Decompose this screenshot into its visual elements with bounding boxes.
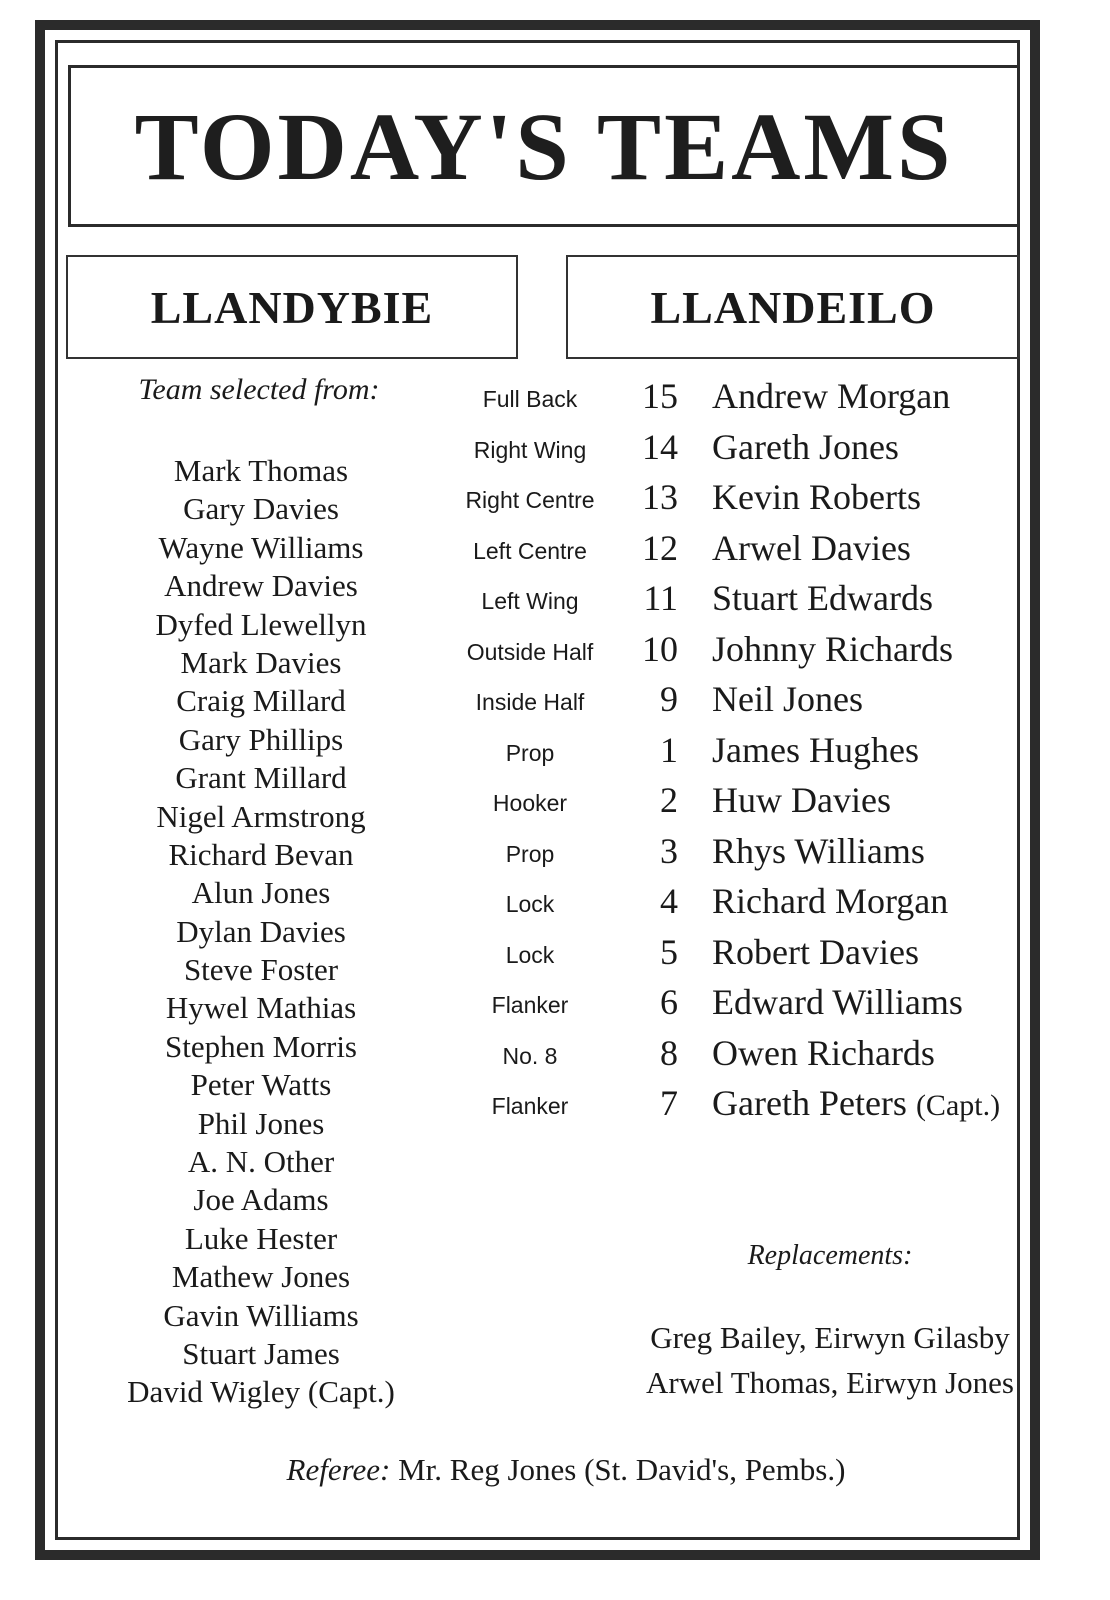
lineup-row: [440, 677, 1060, 728]
player-name: [712, 475, 921, 519]
squad-player: Gavin Williams: [163, 1297, 359, 1333]
replacements-label: Replacements:: [747, 1240, 913, 1271]
lineup-row: [440, 526, 1060, 577]
lineup-row: [440, 1081, 1060, 1132]
player-name-text: James Hughes: [712, 729, 919, 770]
position-label: Hooker: [492, 790, 568, 816]
shirt-number: 12: [642, 527, 678, 568]
player-name: [712, 576, 933, 620]
player-name-text: Neil Jones: [712, 679, 863, 719]
lineup-row: [440, 576, 1060, 627]
squad-player: Mark Davies: [180, 644, 342, 680]
player-name: [712, 778, 891, 822]
player-name: [712, 930, 919, 974]
squad-player: Craig Millard: [176, 683, 346, 719]
squad-player: Luke Hester: [184, 1220, 338, 1256]
player-name: [712, 728, 919, 772]
squad-player: Mathew Jones: [171, 1259, 351, 1295]
position-label: No. 8: [502, 1042, 558, 1069]
player-name: [712, 677, 863, 721]
player-name-text: Andrew Morgan: [712, 376, 951, 416]
squad-player: Peter Watts: [190, 1067, 332, 1103]
shirt-number: 6: [660, 982, 678, 1022]
squad-player: Dyfed Llewellyn: [155, 606, 367, 642]
shirt-number: 5: [660, 931, 678, 972]
position-label: Inside Half: [475, 689, 585, 715]
player-name-text: Huw Davies: [712, 780, 891, 820]
position-label: Prop: [505, 840, 555, 867]
shirt-number: 15: [642, 376, 678, 416]
lineup-row: [440, 425, 1060, 476]
position-label: Left Wing: [481, 588, 579, 614]
squad-player: Gary Davies: [183, 491, 339, 527]
squad-player: Wayne Williams: [158, 529, 364, 565]
squad-player: Mark Thomas: [173, 453, 349, 488]
player-name: [712, 374, 950, 418]
away-lineup: [440, 374, 1060, 1132]
lineup-row: [440, 1031, 1060, 1082]
lineup-row: [440, 980, 1060, 1031]
shirt-number: 9: [660, 679, 678, 719]
away-team-header: [566, 255, 1020, 359]
replacements-line: Arwel Thomas, Eirwyn Jones: [646, 1365, 1014, 1400]
shirt-number: 3: [660, 830, 678, 871]
shirt-number: 4: [660, 881, 678, 921]
squad-player: Alun Jones: [191, 875, 331, 911]
squad-player: Grant Millard: [175, 760, 347, 796]
replacements-line: Greg Bailey, Eirwyn Gilasby: [650, 1320, 1010, 1355]
referee-label: Referee:: [286, 1452, 391, 1487]
shirt-number: 11: [643, 578, 678, 618]
player-name: [712, 1031, 935, 1075]
player-name: [712, 627, 953, 671]
player-name-text: Johnny Richards: [712, 628, 953, 669]
squad-player: Nigel Armstrong: [156, 798, 366, 834]
player-name: [712, 526, 911, 570]
player-name: [712, 425, 899, 469]
squad-player: Dylan Davies: [176, 913, 346, 949]
player-name-text: Richard Morgan: [712, 881, 949, 921]
position-label: Full Back: [482, 386, 578, 412]
captain-note: (Capt.): [915, 1089, 1001, 1122]
shirt-number: 14: [642, 426, 678, 467]
team-selected-label: Team selected from:: [138, 373, 380, 406]
lineup-row: [440, 374, 1060, 425]
home-team-name: LLANDYBIE: [150, 281, 434, 333]
referee-line: [66, 1452, 1066, 1488]
player-name: [712, 980, 963, 1024]
position-label: Outside Half: [466, 638, 594, 665]
player-name-text: Robert Davies: [712, 931, 919, 972]
away-team-name: LLANDEILO: [650, 281, 936, 333]
lineup-row: [440, 778, 1060, 829]
player-name: [712, 879, 948, 923]
lineup-row: [440, 627, 1060, 678]
squad-player: Andrew Davies: [164, 568, 358, 604]
squad-player: Gary Phillips: [178, 721, 344, 757]
player-name-text: Arwel Davies: [712, 527, 911, 568]
lineup-row: [440, 879, 1060, 930]
player-name: [712, 1081, 1000, 1128]
shirt-number: 2: [660, 780, 678, 820]
player-name-text: Gareth Jones: [712, 426, 899, 467]
shirt-number: 1: [660, 729, 678, 770]
squad-player: Hywel Mathias: [165, 990, 357, 1026]
lineup-row: [440, 475, 1060, 526]
squad-player: Richard Bevan: [168, 836, 354, 872]
squad-player: Phil Jones: [197, 1105, 325, 1141]
squad-player: Steve Foster: [183, 952, 339, 988]
home-squad-list: [66, 452, 456, 1412]
squad-player: Stuart James: [182, 1335, 340, 1371]
squad-player: David Wigley (Capt.): [127, 1374, 395, 1410]
position-label: Flanker: [491, 992, 569, 1018]
shirt-number: 13: [642, 477, 678, 517]
position-label: Left Centre: [473, 537, 587, 564]
squad-player: Stephen Morris: [164, 1028, 357, 1064]
page-title: TODAY'S TEAMS: [134, 92, 954, 200]
position-label: Lock: [505, 891, 555, 917]
shirt-number: 7: [660, 1083, 678, 1123]
shirt-number: 8: [660, 1032, 678, 1073]
shirt-number: 10: [642, 628, 678, 669]
position-label: Lock: [505, 941, 555, 968]
position-label: Prop: [505, 739, 555, 766]
title-box: [68, 65, 1020, 227]
lineup-row: [440, 728, 1060, 779]
position-label: Right Centre: [465, 487, 595, 513]
lineup-row: [440, 829, 1060, 880]
player-name-text: Edward Williams: [712, 982, 963, 1022]
position-label: Flanker: [491, 1093, 569, 1119]
position-label: Right Wing: [473, 436, 587, 463]
player-name-text: Rhys Williams: [712, 830, 925, 871]
player-name-text: Kevin Roberts: [712, 477, 921, 517]
lineup-row: [440, 930, 1060, 981]
player-name: [712, 829, 925, 873]
player-name-text: Owen Richards: [712, 1032, 935, 1073]
player-name-text: Stuart Edwards: [712, 578, 933, 618]
squad-player: Joe Adams: [193, 1182, 329, 1218]
home-team-header: [66, 255, 518, 359]
player-name-text: Gareth Peters: [712, 1083, 907, 1123]
referee-name: Mr. Reg Jones (St. David's, Pembs.): [398, 1452, 846, 1487]
squad-player: A. N. Other: [187, 1144, 335, 1180]
